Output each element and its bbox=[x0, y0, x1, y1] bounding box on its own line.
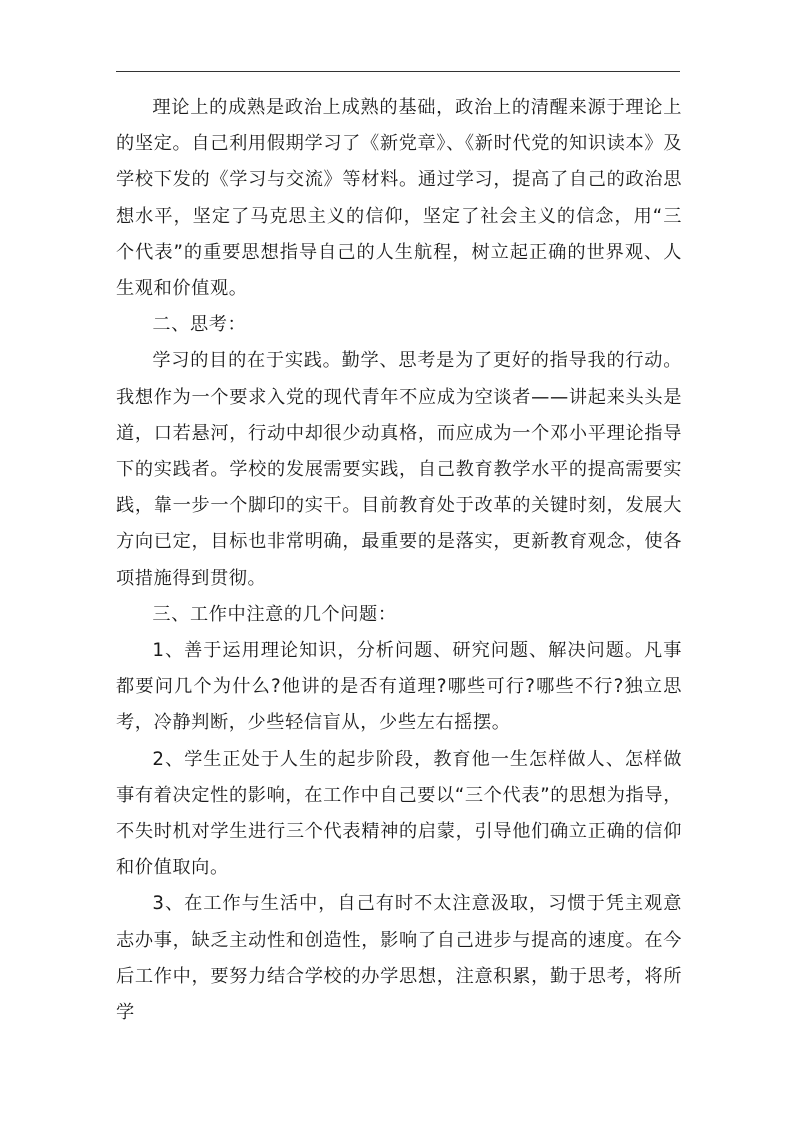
list-item-3: 3、在工作与生活中，自己有时不太注意汲取，习惯于凭主观意志办事，缺乏主动性和创造性，影响了自己进步与提高的速度。在今后工作中，要努力结合学校的办学思想，注意积累，勤于思考，将所学 bbox=[116, 893, 682, 1024]
section-heading-thinking: 二、思考： bbox=[152, 314, 247, 336]
document-body bbox=[116, 90, 682, 1031]
paragraph-theory-maturity: 理论上的成熟是政治上成熟的基础，政治上的清醒来源于理论上的坚定。自己利用假期学习了《新党章》、《新时代党的知识读本》及学校下发的《学习与交流》等材料。通过学习，提高了自己的政治思想水平，坚定了马克思主义的信仰，坚定了社会主义的信念，用“三个代表”的重要思想指导自己的人生航程，树立起正确的世界观、人生观和价值观。 bbox=[116, 97, 682, 300]
list-item-2: 2、学生正处于人生的起步阶段，教育他一生怎样做人、怎样做事有着决定性的影响，在工作中自己要以“三个代表”的思想为指导，不失时机对学生进行三个代表精神的启蒙，引导他们确立正确的信仰和价值取向。 bbox=[116, 748, 682, 879]
paragraph-practice: 学习的目的在于实践。勤学、思考是为了更好的指导我的行动。我想作为一个要求入党的现代青年不应成为空谈者——讲起来头头是道，口若悬河，行动中却很少动真格，而应成为一个邓小平理论指导下的实践者。学校的发展需要实践，自己教育教学水平的提高需要实践，靠一步一个脚印的实干。目前教育处于改革的关键时刻，发展大方向已定，目标也非常明确，最重要的是落实，更新教育观念，使各项措施得到贯彻。 bbox=[116, 350, 682, 589]
header-divider bbox=[116, 71, 680, 72]
section-heading-work-issues: 三、工作中注意的几个问题： bbox=[152, 603, 397, 625]
list-item-1: 1、善于运用理论知识，分析问题、研究问题、解决问题。凡事都要问几个为什么?他讲的是否有道理?哪些可行?哪些不行?独立思考，冷静判断，少些轻信盲从，少些左右摇摆。 bbox=[116, 640, 682, 734]
